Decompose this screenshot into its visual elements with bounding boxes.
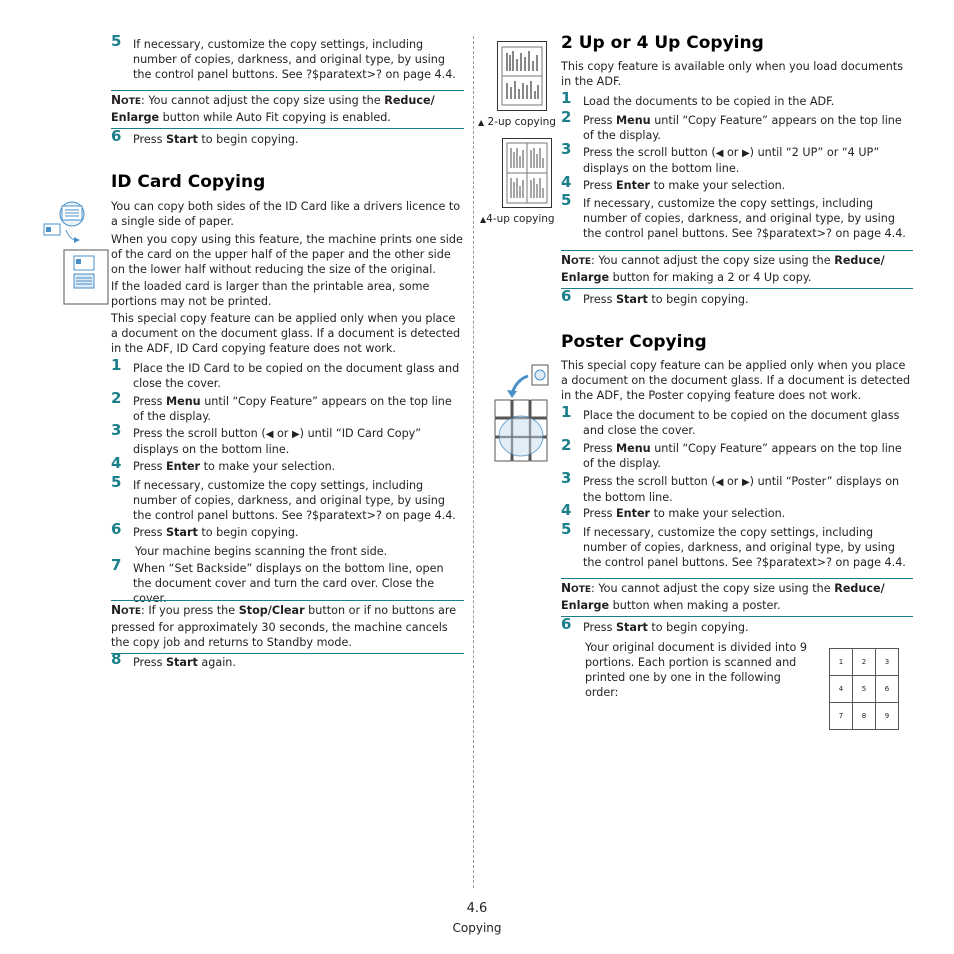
step-text: Press Menu until “Copy Feature” appears on the top line of the display.	[583, 442, 902, 470]
step-text: Place the document to be copied on the document glass and close the cover.	[583, 409, 900, 437]
note-bold: Reduce/ Enlarge	[111, 94, 435, 124]
step-number: 2	[561, 436, 572, 454]
section-name: Copying	[452, 921, 502, 935]
note-label: NOTE	[561, 581, 591, 595]
note-box	[111, 600, 464, 654]
grid-cell: 6	[876, 676, 899, 703]
step-text: Press Menu until “Copy Feature” appears on the top line of the display.	[583, 114, 902, 142]
column-divider	[473, 36, 474, 888]
grid-cell: 5	[853, 676, 876, 703]
step-text: Press Enter to make your selection.	[583, 507, 786, 520]
step-text: Press the scroll button (◀ or ▶) until “ID Card Copy” displays on the bottom line.	[133, 427, 422, 456]
step-number: 4	[111, 454, 122, 472]
step-number: 2	[561, 108, 572, 126]
step-text: If necessary, customize the copy settings, including number of copies, darkness, and original type, by using the control panel buttons. See ?$paratext>? on page 4.4.	[583, 526, 906, 569]
step-text: If necessary, customize the copy settings, including number of copies, darkness, and original type, by using the control panel buttons. See ?$paratext>? on page 4.4.	[133, 38, 456, 81]
paragraph: This special copy feature can be applied only when you place a document on the document glass. If a document is detected in the ADF, the Poster copying feature does not work.	[561, 359, 911, 402]
note-box	[111, 90, 464, 129]
step-number: 5	[111, 473, 122, 491]
note-text-end: button for making a 2 or 4 Up copy.	[609, 271, 812, 284]
step-text: When “Set Backside” displays on the bottom line, open the document cover and turn the card over. Close the cover.	[133, 562, 444, 605]
step-number: 4	[561, 173, 572, 191]
grid-cell: 2	[853, 649, 876, 676]
note-text: : If you press the	[141, 604, 239, 617]
id-card-icon	[40, 200, 110, 306]
note-bold: Reduce/ Enlarge	[561, 582, 885, 612]
step-text: Press the scroll button (◀ or ▶) until “2 UP” or “4 UP” displays on the bottom line.	[583, 146, 880, 175]
step-number: 8	[111, 650, 122, 668]
step-number: 5	[561, 191, 572, 209]
paragraph: When you copy using this feature, the machine prints one side of the card on the upper half of the paper and the other side on the lower half without reducing the size of the original.	[111, 233, 463, 276]
triangle-icon: ▲	[480, 215, 487, 224]
step-text: Press Start to begin copying.	[583, 621, 749, 634]
heading-2up-4up: 2 Up or 4 Up Copying	[561, 33, 764, 53]
step-number: 5	[111, 32, 122, 50]
step-number: 6	[561, 615, 572, 633]
left-arrow-icon: ◀	[265, 429, 274, 440]
heading-id-card: ID Card Copying	[111, 172, 266, 192]
grid-cell: 8	[853, 703, 876, 730]
note-label: NOTE	[111, 603, 141, 617]
paragraph: If the loaded card is larger than the printable area, some portions may not be printed.	[111, 280, 430, 308]
four-up-illustration	[502, 138, 552, 208]
left-arrow-icon: ◀	[715, 148, 724, 159]
right-arrow-icon: ▶	[741, 148, 750, 159]
two-up-illustration	[497, 41, 547, 111]
note-label: NOTE	[561, 253, 591, 267]
step-number: 3	[111, 421, 122, 439]
step-number: 3	[561, 469, 572, 487]
right-arrow-icon: ▶	[291, 429, 300, 440]
step-text: Load the documents to be copied in the ADF.	[583, 95, 835, 108]
caption-4up: ▲4-up copying	[480, 213, 555, 225]
step-number: 5	[561, 520, 572, 538]
step-text: Press Menu until “Copy Feature” appears on the top line of the display.	[133, 395, 452, 423]
poster-illustration	[494, 362, 550, 462]
step-text: Press Enter to make your selection.	[583, 179, 786, 192]
step-6-result: Your machine begins scanning the front side.	[135, 545, 388, 558]
step-number: 4	[561, 501, 572, 519]
step-number: 6	[111, 127, 122, 145]
grid-cell: 9	[876, 703, 899, 730]
grid-cell: 4	[830, 676, 853, 703]
step-number: 1	[561, 403, 572, 421]
note-text-end: button when making a poster.	[609, 599, 781, 612]
note-bold: Stop/Clear	[238, 604, 305, 617]
note-text: : You cannot adjust the copy size using the	[591, 582, 835, 595]
grid-cell: 7	[830, 703, 853, 730]
paragraph: This special copy feature can be applied only when you place a document on the document glass. If a document is detected in the ADF, ID Card copying feature does not work.	[111, 312, 461, 355]
step-number: 7	[111, 556, 122, 574]
step-6-result: Your original document is divided into 9 portions. Each portion is scanned and printed one by one in the following order:	[585, 641, 807, 699]
step-text: Press Start again.	[133, 656, 236, 669]
note-text-end: button while Auto Fit copying is enabled.	[159, 111, 391, 124]
note-bold: Reduce/ Enlarge	[561, 254, 885, 284]
note-text: : You cannot adjust the copy size using the	[591, 254, 835, 267]
paragraph: This copy feature is available only when you load documents in the ADF.	[561, 60, 904, 88]
grid-cell: 1	[830, 649, 853, 676]
step-number: 1	[111, 356, 122, 374]
note-text: : You cannot adjust the copy size using the	[141, 94, 385, 107]
note-box	[561, 250, 913, 289]
left-arrow-icon: ◀	[715, 477, 724, 488]
poster-order-grid	[829, 648, 899, 730]
step-text: Place the ID Card to be copied on the document glass and close the cover.	[133, 362, 460, 390]
step-text: If necessary, customize the copy settings, including number of copies, darkness, and original type, by using the control panel buttons. See ?$paratext>? on page 4.4.	[133, 479, 456, 522]
step-number: 1	[561, 89, 572, 107]
step-text: Press Start to begin copying.	[133, 133, 299, 146]
page-number: 4.6	[466, 901, 488, 916]
step-number: 2	[111, 389, 122, 407]
step-text: Press Start to begin copying.	[133, 526, 299, 539]
step-text: If necessary, customize the copy settings, including number of copies, darkness, and original type, by using the control panel buttons. See ?$paratext>? on page 4.4.	[583, 197, 906, 240]
note-box	[561, 578, 913, 617]
step-number: 3	[561, 140, 572, 158]
step-text: Press the scroll button (◀ or ▶) until “Poster” displays on the bottom line.	[583, 475, 900, 504]
note-text-end: button or if no buttons are pressed for approximately 30 seconds, the machine cancels the copy job and returns to Standby mode.	[111, 604, 457, 649]
triangle-icon: ▲	[478, 118, 485, 127]
note-label: NOTE	[111, 93, 141, 107]
step-text: Press Enter to make your selection.	[133, 460, 336, 473]
step-number: 6	[111, 520, 122, 538]
caption-2up: ▲ 2-up copying	[478, 116, 556, 128]
grid-cell: 3	[876, 649, 899, 676]
step-number: 6	[561, 287, 572, 305]
heading-poster: Poster Copying	[561, 332, 707, 352]
right-arrow-icon: ▶	[741, 477, 750, 488]
paragraph: You can copy both sides of the ID Card like a drivers licence to a single side of paper.	[111, 200, 461, 228]
step-text: Press Start to begin copying.	[583, 293, 749, 306]
